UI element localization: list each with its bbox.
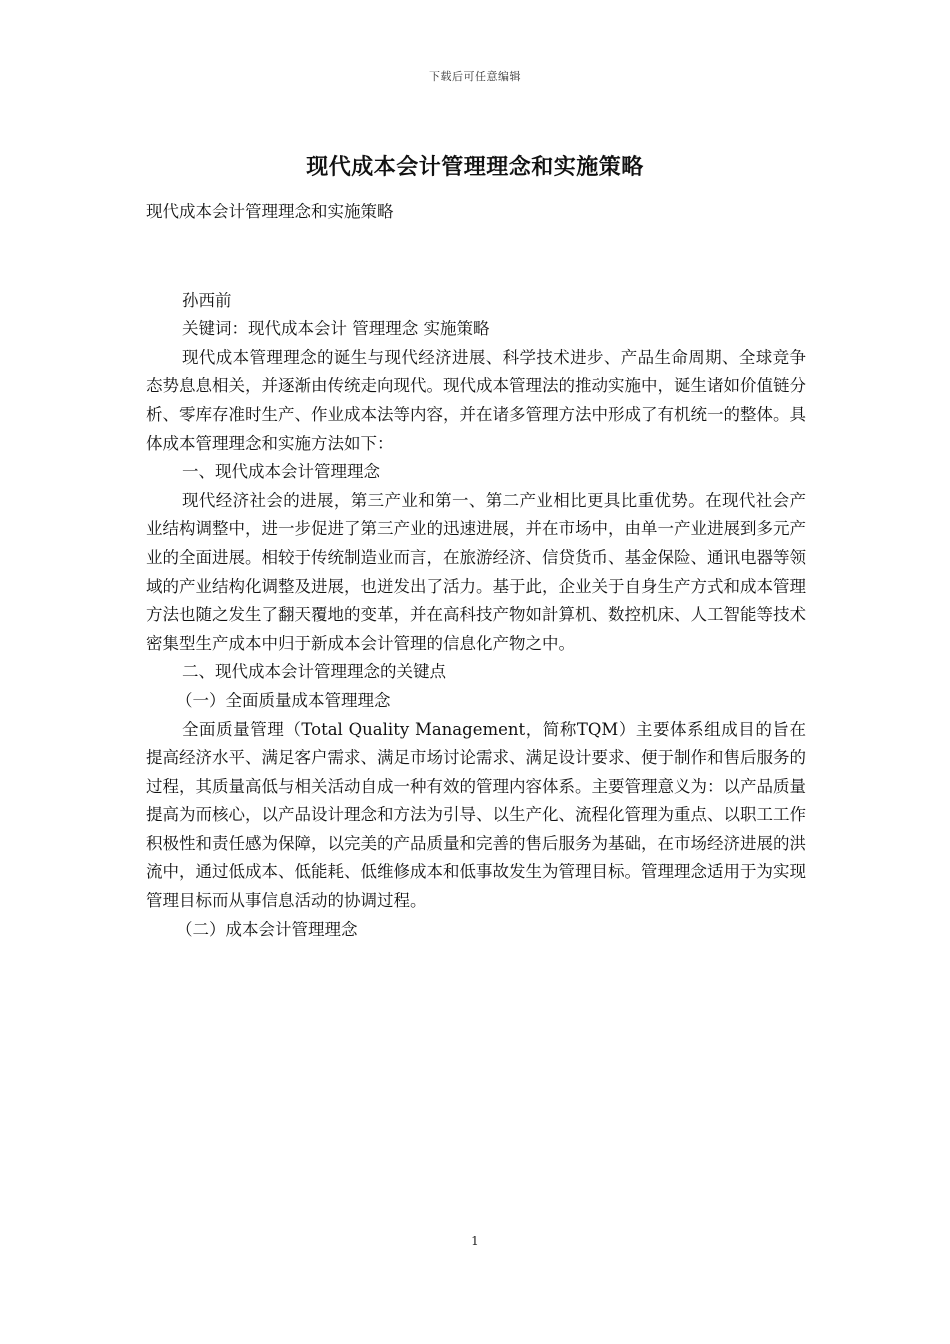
document-title: 现代成本会计管理理念和实施策略: [306, 154, 644, 180]
intro-paragraph: 现代成本管理理念的诞生与现代经济进展、科学技术进步、产品生命周期、全球竞争态势息息相关，并逐渐由传统走向现代。现代成本管理法的推动实施中，诞生诸如价值链分析、零库存准时生产、作业成本法等内容，并在诸多管理方法中形成了有机统一的整体。具体成本管理理念和实施方法如下：: [146, 347, 806, 453]
blank-line: [146, 227, 806, 287]
author-name: 孙西前: [182, 290, 232, 310]
page-header-note: 下载后可任意编辑: [429, 70, 521, 83]
section-1-paragraph: 现代经济社会的进展，第三产业和第一、第二产业相比更具比重优势。在现代社会产业结构调整中，进一步促进了第三产业的迅速进展，并在市场中，由单一产业进展到多元产业的全面进展。相较于传统制造业而言，在旅游经济、信贷货币、基金保险、通讯电器等领域的产业结构化调整及进展，也迸发出了活力。基于此，企业关于自身生产方式和成本管理方法也随之发生了翻天覆地的变革，并在高科技产物如計算机、数控机床、人工智能等技术密集型生产成本中归于新成本会计管理的信息化产物之中。: [146, 490, 806, 653]
section-2-heading: 二、现代成本会计管理理念的关键点: [182, 662, 446, 682]
keywords-line: 关键词：现代成本会计 管理理念 实施策略: [182, 319, 490, 339]
document-subtitle: 现代成本会计管理理念和实施策略: [146, 202, 394, 221]
subsection-1-heading: （一）全面质量成本管理理念: [176, 690, 391, 710]
document-body: [146, 198, 806, 944]
subsection-1-paragraph: 全面质量管理（Total Quality Management，简称TQM）主要体系组成目的旨在提高经济水平、满足客户需求、满足市场讨论需求、满足设计要求、便于制作和售后服务的过程，其质量高低与相关活动自成一种有效的管理内容体系。主要管理意义为：以产品质量提高为而核心，以产品设计理念和方法为引导、以生产化、流程化管理为重点、以职工工作积极性和责任感为保障，以完美的产品质量和完善的售后服务为基础，在市场经济进展的洪流中，通过低成本、低能耗、低维修成本和低事故发生为管理目标。管理理念适用于为实现管理目标而从事信息活动的协调过程。: [146, 719, 806, 911]
subsection-2-heading: （二）成本会计管理理念: [176, 919, 358, 939]
page-number: 1: [471, 1234, 479, 1248]
section-1-heading: 一、现代成本会计管理理念: [182, 462, 380, 482]
